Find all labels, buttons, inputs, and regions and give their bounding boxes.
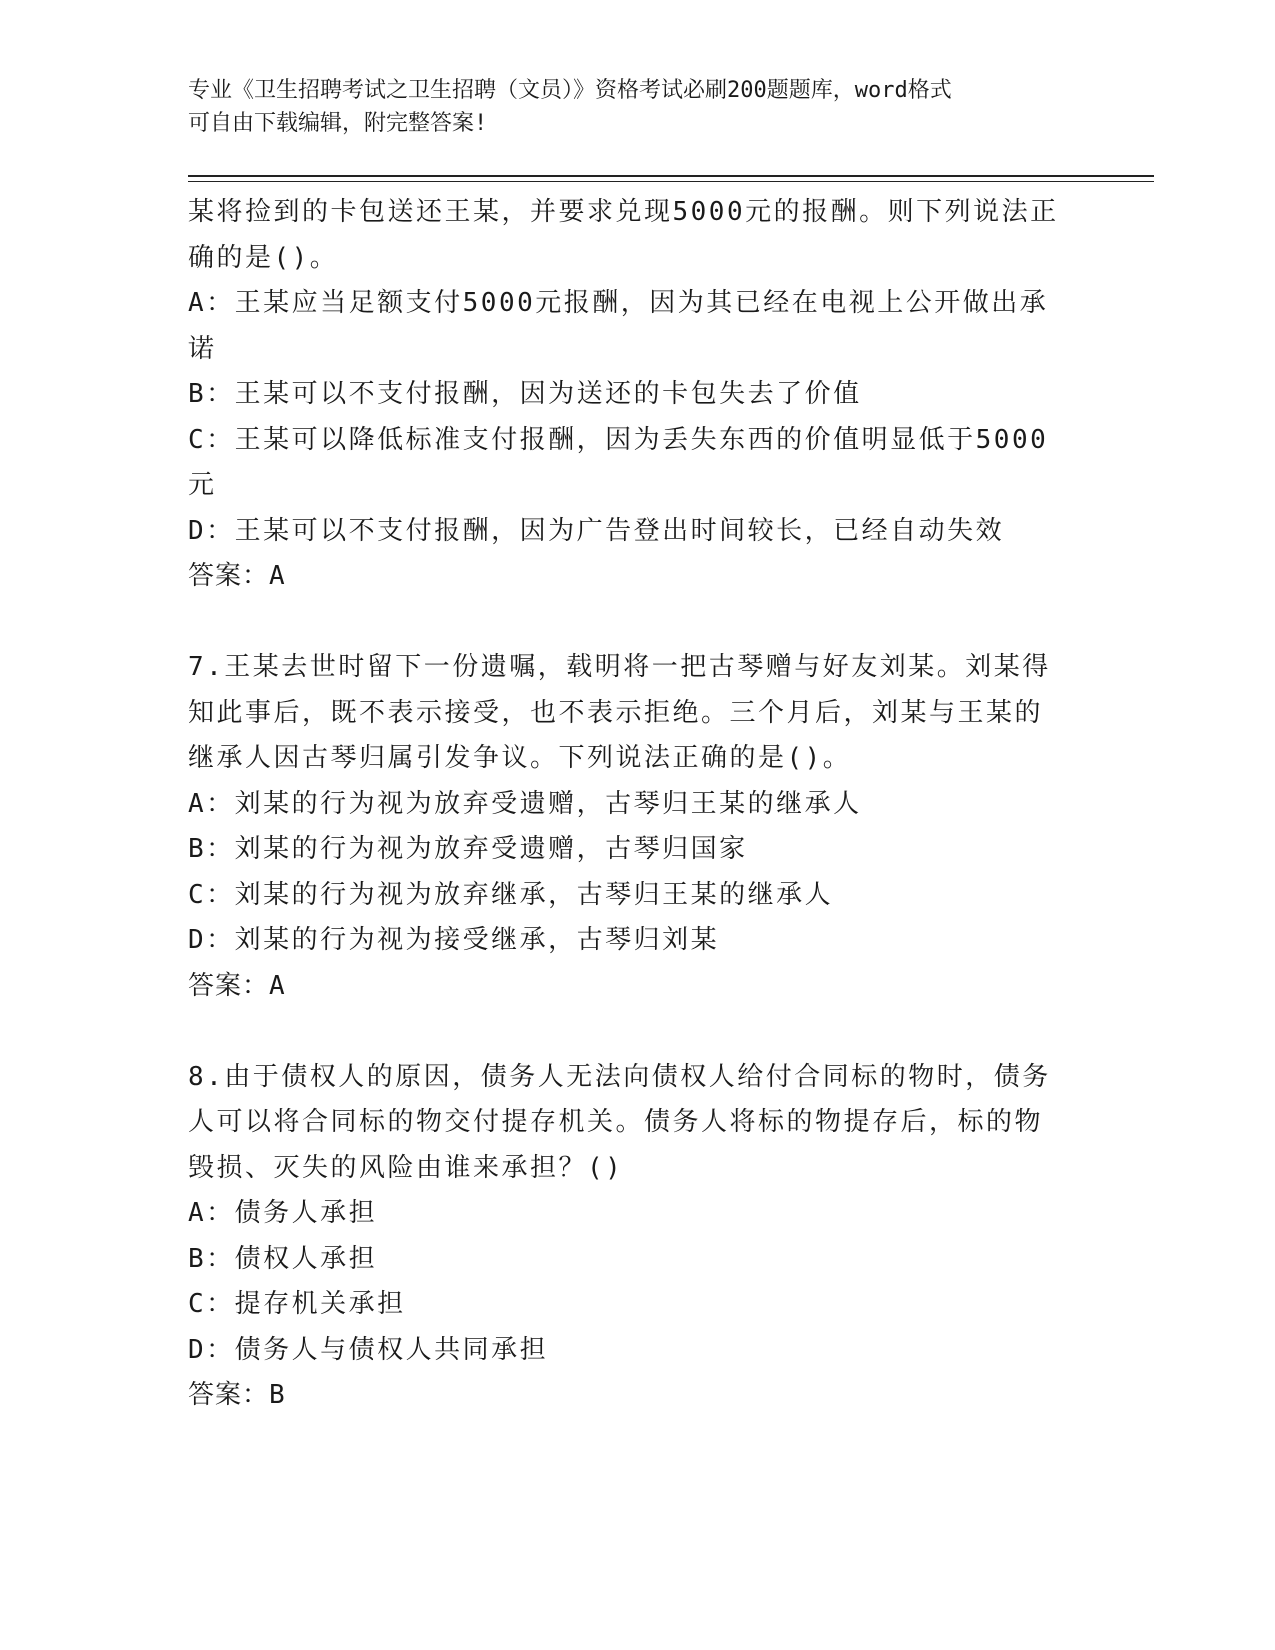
option-d: D：刘某的行为视为接受继承，古琴归刘某 (188, 925, 720, 955)
option-b: B：王某可以不支付报酬，因为送还的卡包失去了价值 (188, 379, 862, 409)
question-stem-line: 7.王某去世时留下一份遗嘱，载明将一把古琴赠与好友刘某。刘某得 (188, 652, 1051, 682)
option-c: C：提存机关承担 (188, 1289, 406, 1319)
option-b: B：债权人承担 (188, 1243, 378, 1274)
header-divider-thin (188, 181, 1154, 182)
header-line-2: 可自由下载编辑，附完整答案! (188, 111, 488, 136)
option-d: D：债务人与债权人共同承担 (188, 1334, 549, 1365)
question-6 (188, 190, 1068, 600)
question-stem-line: 8.由于债权人的原因，债务人无法向债权人给付合同标的物时，债务 (188, 1061, 1051, 1092)
option-c: C：王某可以降低标准支付报酬，因为丢失东西的价值明显低于5000 (188, 424, 1049, 455)
header-divider-thick (188, 175, 1154, 177)
question-stem-line: 继承人因古琴归属引发争议。下列说法正确的是()。 (188, 743, 852, 773)
question-stem-line: 确的是()。 (188, 242, 339, 273)
answer-line: 答案：B (188, 1380, 286, 1410)
question-8 (188, 1055, 1068, 1419)
option-b: B：刘某的行为视为放弃受遗赠，古琴归国家 (188, 834, 748, 864)
option-a-continued: 诺 (188, 333, 217, 364)
question-stem-line: 某将捡到的卡包送还王某，并要求兑现5000元的报酬。则下列说法正 (188, 197, 1059, 227)
question-stem-line: 知此事后，既不表示接受，也不表示拒绝。三个月后，刘某与王某的 (188, 697, 1044, 728)
page-header (188, 74, 1088, 140)
option-a: A：债务人承担 (188, 1198, 378, 1228)
question-stem-line: 人可以将合同标的物交付提存机关。债务人将标的物提存后，标的物 (188, 1107, 1044, 1137)
question-7 (188, 645, 1068, 1009)
option-a: A：王某应当足额支付5000元报酬，因为其已经在电视上公开做出承 (188, 288, 1049, 318)
option-a: A：刘某的行为视为放弃受遗赠，古琴归王某的继承人 (188, 788, 862, 819)
document-body (188, 190, 1068, 1419)
header-line-1: 专业《卫生招聘考试之卫生招聘（文员）》资格考试必刷200题题库，word格式 (188, 78, 952, 103)
option-d: D：王某可以不支付报酬，因为广告登出时间较长，已经自动失效 (188, 515, 1005, 546)
option-c: C：刘某的行为视为放弃继承，古琴归王某的继承人 (188, 879, 834, 910)
answer-line: 答案：A (188, 561, 286, 591)
option-c-continued: 元 (188, 470, 217, 500)
question-stem-line: 毁损、灭失的风险由谁来承担？() (188, 1152, 624, 1183)
answer-line: 答案：A (188, 970, 286, 1001)
